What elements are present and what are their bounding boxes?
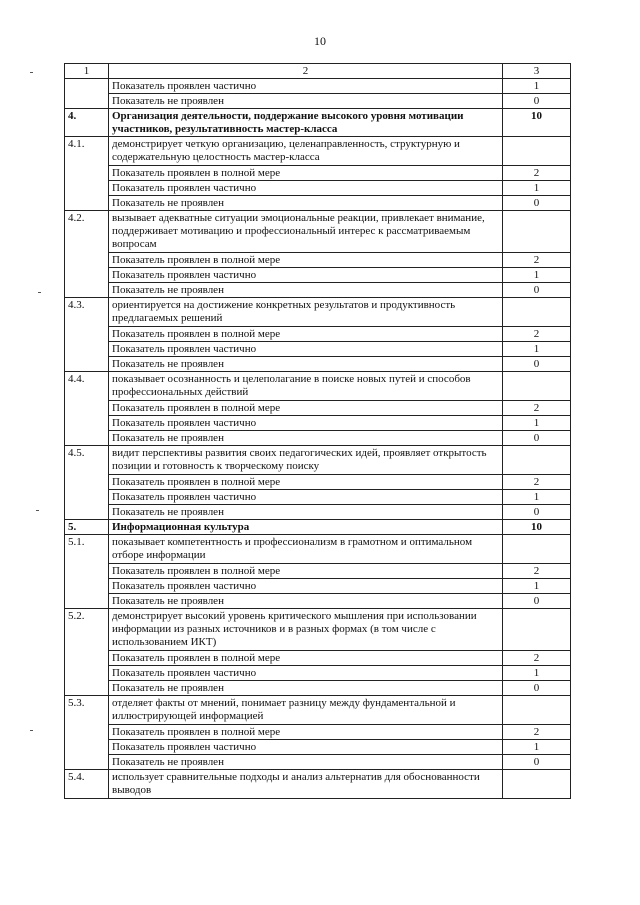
number-cell-empty [65, 283, 109, 298]
rating-score: 0 [502, 505, 570, 520]
rating-score: 1 [502, 579, 570, 594]
header-col-number: 1 [65, 64, 109, 79]
number-cell-empty [65, 79, 109, 94]
number-cell-empty [65, 490, 109, 505]
rating-score: 0 [502, 94, 570, 109]
criterion-number: 5.2. [65, 609, 109, 651]
rating-label: Показатель проявлен частично [109, 268, 503, 283]
number-cell-empty [65, 594, 109, 609]
rating-score: 2 [502, 327, 570, 342]
criterion-description: вызывает адекватные ситуации эмоциональные реакции, привлекает внимание, поддерживает мотивацию и профессиональный интерес к рассматриваемым вопросам [109, 211, 503, 253]
number-cell-empty [65, 327, 109, 342]
section-title: Организация деятельности, поддержание высокого уровня мотивации участников, результативность мастер-класса [109, 109, 503, 137]
number-cell-empty [65, 196, 109, 211]
rating-score: 2 [502, 651, 570, 666]
rating-score: 2 [502, 253, 570, 268]
rating-label: Показатель не проявлен [109, 196, 503, 211]
rating-row [65, 505, 571, 520]
criterion-number: 4.1. [65, 137, 109, 166]
number-cell-empty [65, 475, 109, 490]
rating-score: 0 [502, 431, 570, 446]
criterion-number: 4.2. [65, 211, 109, 253]
rating-label: Показатель не проявлен [109, 431, 503, 446]
rating-score: 2 [502, 564, 570, 579]
number-cell-empty [65, 725, 109, 740]
criterion-score-empty [502, 137, 570, 166]
rating-row [65, 666, 571, 681]
margin-mark [30, 72, 33, 73]
number-cell-empty [65, 181, 109, 196]
rating-label: Показатель проявлен в полной мере [109, 166, 503, 181]
section-score: 10 [502, 109, 570, 137]
criterion-number: 5.4. [65, 770, 109, 799]
rating-label: Показатель проявлен частично [109, 490, 503, 505]
criterion-row [65, 211, 571, 253]
criterion-score-empty [502, 211, 570, 253]
criterion-score-empty [502, 696, 570, 725]
criterion-score-empty [502, 298, 570, 327]
rating-row [65, 594, 571, 609]
rating-row [65, 564, 571, 579]
rating-label: Показатель проявлен в полной мере [109, 725, 503, 740]
criterion-description: демонстрирует четкую организацию, целенаправленность, структурную и содержательную целостность мастер-класса [109, 137, 503, 166]
criterion-row [65, 446, 571, 475]
number-cell-empty [65, 666, 109, 681]
criterion-number: 4.3. [65, 298, 109, 327]
rating-label: Показатель не проявлен [109, 357, 503, 372]
rating-score: 2 [502, 166, 570, 181]
page-number: 10 [314, 34, 326, 48]
evaluation-criteria-table [64, 63, 571, 799]
rating-label: Показатель проявлен в полной мере [109, 327, 503, 342]
rating-score: 0 [502, 283, 570, 298]
criterion-number: 5.1. [65, 535, 109, 564]
rating-label: Показатель проявлен частично [109, 181, 503, 196]
header-col-score: 3 [502, 64, 570, 79]
rating-score: 2 [502, 401, 570, 416]
section-row [65, 109, 571, 137]
rating-score: 0 [502, 681, 570, 696]
rating-row [65, 181, 571, 196]
rating-label: Показатель проявлен частично [109, 342, 503, 357]
number-cell-empty [65, 166, 109, 181]
criterion-row [65, 372, 571, 401]
rating-label: Показатель не проявлен [109, 681, 503, 696]
criterion-row [65, 609, 571, 651]
number-cell-empty [65, 342, 109, 357]
number-cell-empty [65, 505, 109, 520]
criterion-row [65, 770, 571, 799]
criterion-description: ориентируется на достижение конкретных результатов и продуктивность предлагаемых решений [109, 298, 503, 327]
number-cell-empty [65, 268, 109, 283]
number-cell-empty [65, 431, 109, 446]
rating-label: Показатель не проявлен [109, 594, 503, 609]
rating-score: 2 [502, 725, 570, 740]
rating-label: Показатель проявлен в полной мере [109, 253, 503, 268]
rating-score: 1 [502, 268, 570, 283]
criterion-score-empty [502, 372, 570, 401]
rating-row [65, 268, 571, 283]
rating-row [65, 475, 571, 490]
number-cell-empty [65, 357, 109, 372]
number-cell-empty [65, 564, 109, 579]
criterion-description: видит перспективы развития своих педагогических идей, проявляет открытость позиции и готовность к творческому поиску [109, 446, 503, 475]
number-cell-empty [65, 416, 109, 431]
rating-label: Показатель проявлен частично [109, 666, 503, 681]
rating-label: Показатель проявлен частично [109, 579, 503, 594]
number-cell-empty [65, 401, 109, 416]
rating-label: Показатель не проявлен [109, 283, 503, 298]
table-header-row [65, 64, 571, 79]
rating-row [65, 490, 571, 505]
criterion-description: показывает осознанность и целеполагание в поиске новых путей и способов профессиональных действий [109, 372, 503, 401]
rating-row [65, 166, 571, 181]
rating-label: Показатель не проявлен [109, 505, 503, 520]
number-cell-empty [65, 94, 109, 109]
rating-label: Показатель проявлен в полной мере [109, 564, 503, 579]
number-cell-empty [65, 755, 109, 770]
criterion-row [65, 696, 571, 725]
rating-score: 1 [502, 490, 570, 505]
rating-score: 0 [502, 594, 570, 609]
header-col-criterion: 2 [109, 64, 503, 79]
criterion-row [65, 137, 571, 166]
section-score: 10 [502, 520, 570, 535]
rating-row [65, 283, 571, 298]
rating-row [65, 725, 571, 740]
section-row [65, 520, 571, 535]
rating-row [65, 755, 571, 770]
rating-score: 0 [502, 357, 570, 372]
rating-row [65, 327, 571, 342]
number-cell-empty [65, 681, 109, 696]
rating-row [65, 651, 571, 666]
rating-score: 1 [502, 416, 570, 431]
rating-label: Показатель проявлен в полной мере [109, 401, 503, 416]
rating-score: 0 [502, 196, 570, 211]
section-number: 5. [65, 520, 109, 535]
rating-score: 1 [502, 666, 570, 681]
criterion-description: отделяет факты от мнений, понимает разницу между фундаментальной и иллюстрирующей информацией [109, 696, 503, 725]
criterion-score-empty [502, 446, 570, 475]
margin-mark [38, 292, 41, 293]
criterion-description: демонстрирует высокий уровень критического мышления при использовании информации из разных источников и в разных формах (в том числе с использованием ИКТ) [109, 609, 503, 651]
rating-row [65, 681, 571, 696]
rating-row [65, 94, 571, 109]
criterion-description: использует сравнительные подходы и анализ альтернатив для обоснованности выводов [109, 770, 503, 799]
rating-score: 2 [502, 475, 570, 490]
rating-label: Показатель проявлен в полной мере [109, 475, 503, 490]
criterion-row [65, 298, 571, 327]
criterion-score-empty [502, 609, 570, 651]
rating-score: 1 [502, 181, 570, 196]
criterion-number: 4.4. [65, 372, 109, 401]
rating-row [65, 431, 571, 446]
number-cell-empty [65, 579, 109, 594]
rating-score: 1 [502, 79, 570, 94]
criterion-row [65, 535, 571, 564]
criterion-score-empty [502, 770, 570, 799]
rating-label: Показатель проявлен частично [109, 416, 503, 431]
margin-mark [36, 510, 39, 511]
rating-score: 0 [502, 755, 570, 770]
rating-label: Показатель не проявлен [109, 94, 503, 109]
criterion-score-empty [502, 535, 570, 564]
rating-label: Показатель не проявлен [109, 755, 503, 770]
rating-label: Показатель проявлен в полной мере [109, 651, 503, 666]
rating-score: 1 [502, 740, 570, 755]
section-title: Информационная культура [109, 520, 503, 535]
rating-row [65, 253, 571, 268]
rating-score: 1 [502, 342, 570, 357]
number-cell-empty [65, 253, 109, 268]
rating-row [65, 740, 571, 755]
margin-mark [30, 730, 33, 731]
rating-row [65, 79, 571, 94]
rating-label: Показатель проявлен частично [109, 79, 503, 94]
rating-row [65, 196, 571, 211]
number-cell-empty [65, 651, 109, 666]
rating-label: Показатель проявлен частично [109, 740, 503, 755]
rating-row [65, 357, 571, 372]
criterion-number: 5.3. [65, 696, 109, 725]
rating-row [65, 342, 571, 357]
rating-row [65, 401, 571, 416]
criterion-description: показывает компетентность и профессионализм в грамотном и оптимальном отборе информации [109, 535, 503, 564]
number-cell-empty [65, 740, 109, 755]
rating-row [65, 416, 571, 431]
criterion-number: 4.5. [65, 446, 109, 475]
rating-row [65, 579, 571, 594]
section-number: 4. [65, 109, 109, 137]
